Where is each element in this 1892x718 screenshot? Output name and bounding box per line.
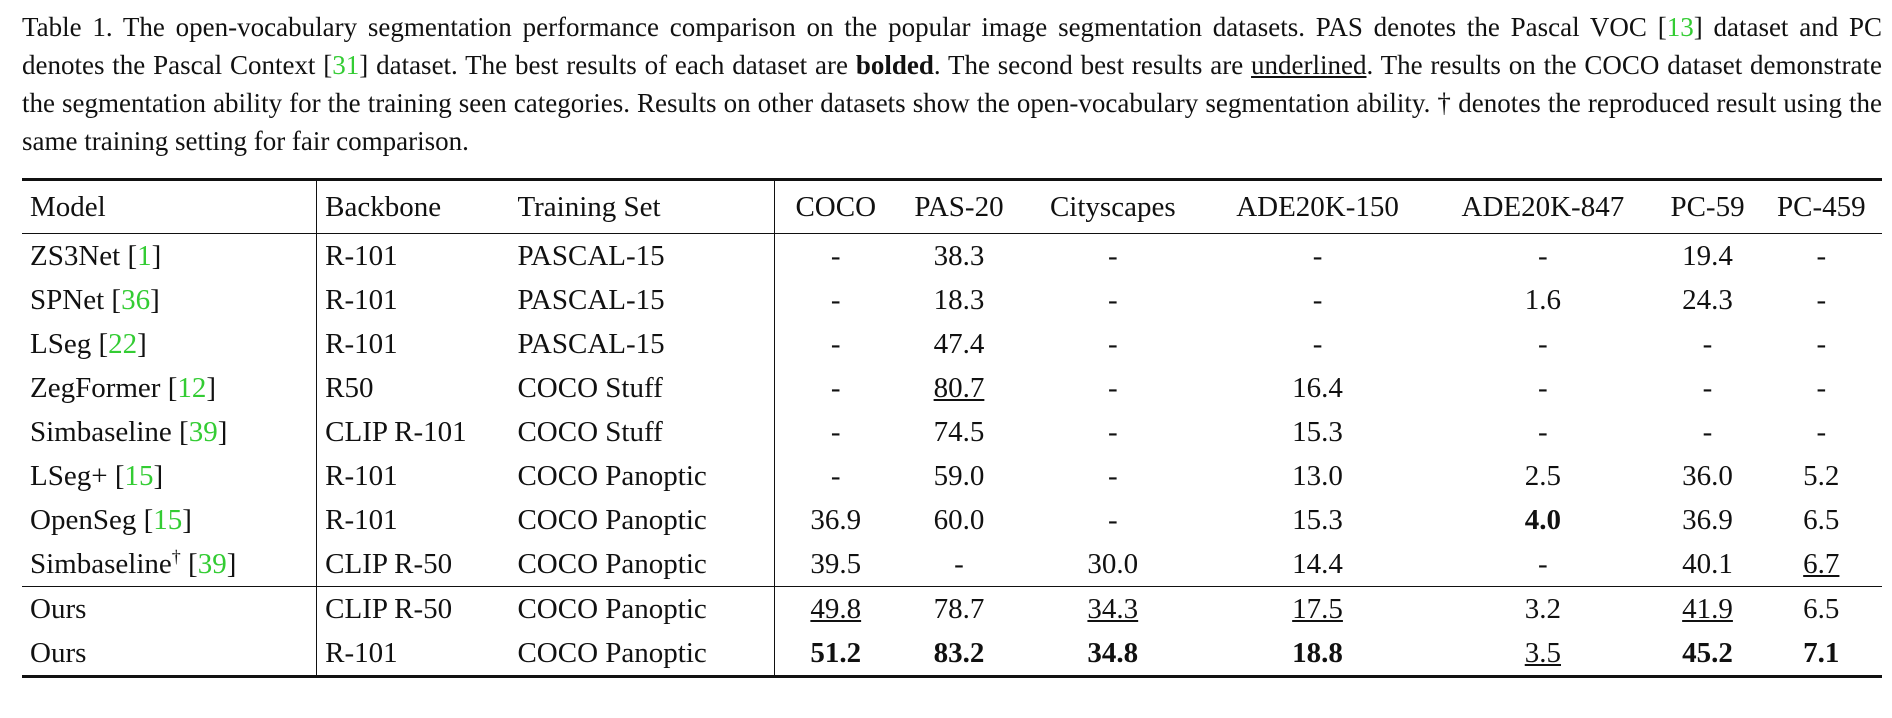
score-cell [1022, 234, 1204, 279]
table-row [22, 454, 1882, 498]
header-cell: ADE20K-150 [1236, 191, 1399, 223]
training-set-cell: COCO Panoptic [509, 454, 774, 498]
training-set-cell: COCO Stuff [509, 410, 774, 454]
score-cell [896, 278, 1022, 322]
score-value: 15.3 [1292, 504, 1343, 536]
caption-text: . The second best results are [933, 50, 1252, 80]
score-value: - [954, 548, 964, 580]
training-set-cell: COCO Panoptic [509, 498, 774, 542]
score-value: 78.7 [933, 593, 985, 625]
score-value: - [1107, 372, 1118, 404]
score-cell [1431, 498, 1654, 542]
score-value: 30.0 [1087, 548, 1139, 580]
model-name: OpenSeg [30, 504, 137, 536]
score-value: 3.5 [1524, 637, 1561, 669]
score-cell [1761, 322, 1882, 366]
table-row [22, 498, 1882, 542]
score-cell [1022, 366, 1204, 410]
score-value: - [1702, 328, 1713, 360]
header-cell: PC-59 [1670, 191, 1745, 223]
score-cell [896, 234, 1022, 279]
score-cell [1204, 454, 1431, 498]
backbone-cell: CLIP R-50 [325, 548, 453, 580]
score-value: - [830, 416, 841, 448]
score-cell [775, 366, 896, 410]
score-value: - [1538, 416, 1548, 448]
score-cell [1654, 454, 1760, 498]
model-name: ZS3Net [30, 240, 121, 272]
table-row [22, 278, 1882, 322]
score-value: 36.9 [810, 504, 862, 536]
score-value: 41.9 [1682, 593, 1733, 625]
score-cell [1431, 278, 1654, 322]
baseline-rows [22, 234, 1882, 587]
score-cell [1022, 631, 1204, 677]
score-value: 6.5 [1803, 593, 1840, 625]
table-caption [22, 8, 1882, 160]
score-value: 80.7 [933, 372, 985, 404]
score-cell [775, 454, 896, 498]
score-value: 59.0 [933, 460, 985, 492]
score-value: 1.6 [1524, 284, 1561, 316]
score-cell [1654, 587, 1760, 632]
model-name: ZegFormer [30, 372, 161, 404]
score-cell [1761, 542, 1882, 587]
model-name: Simbaseline [30, 416, 172, 448]
score-value: 6.5 [1803, 504, 1840, 536]
score-cell [1022, 542, 1204, 587]
score-value: 83.2 [933, 637, 985, 669]
score-value: 18.3 [933, 284, 985, 316]
score-value: - [1107, 284, 1118, 316]
ours-rows [22, 587, 1882, 677]
citation-link[interactable]: 1 [137, 240, 152, 272]
header-cell: Cityscapes [1049, 191, 1176, 223]
backbone-cell: R-101 [325, 504, 398, 536]
score-value: 40.1 [1682, 548, 1733, 580]
model-cell [22, 587, 317, 632]
table-row [22, 410, 1882, 454]
table-row [22, 631, 1882, 677]
score-cell [1204, 587, 1431, 632]
caption-text: . The results on the COCO dataset demonstrate the segmentation ability for the training seen categories. Results on other datasets show the open-vocabulary segmentation ability. † denotes the reproduced result using the same training setting for fair comparison. [22, 50, 1882, 156]
caption-bold-word: bolded [855, 50, 934, 80]
model-cell: ZegFormer [12] [22, 366, 317, 410]
score-cell [1022, 322, 1204, 366]
score-cell [896, 498, 1022, 542]
table-row [22, 587, 1882, 632]
citation-link[interactable]: 36 [121, 284, 151, 316]
score-cell [1204, 234, 1431, 279]
score-cell [775, 542, 896, 587]
header-cell: Model [22, 180, 317, 234]
score-cell [896, 631, 1022, 677]
score-value: 51.2 [810, 637, 862, 669]
score-cell [1204, 366, 1431, 410]
header-cell: Training Set [509, 180, 774, 234]
caption-underlined-word: underlined [1251, 50, 1367, 80]
model-name: Ours [30, 593, 87, 625]
score-cell [1761, 587, 1882, 632]
score-value: 4.0 [1524, 504, 1561, 536]
score-value: 13.0 [1292, 460, 1343, 492]
score-cell [1431, 366, 1654, 410]
backbone-cell: CLIP R-50 [325, 593, 453, 625]
caption-text: ] dataset. The best results of each dataset are [359, 50, 856, 80]
score-value: 34.8 [1087, 637, 1139, 669]
score-cell [1022, 454, 1204, 498]
model-cell: LSeg+ [15] [22, 454, 317, 498]
score-value: 19.4 [1682, 240, 1733, 272]
citation-link[interactable]: 22 [108, 328, 138, 360]
score-value: - [1107, 460, 1118, 492]
citation-link[interactable]: 39 [188, 416, 218, 448]
score-cell [1431, 542, 1654, 587]
score-value: 3.2 [1524, 593, 1561, 625]
score-value: - [1312, 284, 1323, 316]
score-value: 36.9 [1682, 504, 1733, 536]
score-value: - [830, 328, 841, 360]
backbone-cell: R50 [325, 372, 374, 404]
citation-link[interactable]: 15 [124, 460, 154, 492]
score-value: - [830, 372, 841, 404]
score-value: 6.7 [1803, 548, 1840, 580]
score-cell [1431, 410, 1654, 454]
model-name: LSeg [30, 328, 92, 360]
dagger-mark: † [171, 546, 181, 567]
header-cell: PAS-20 [914, 191, 1004, 223]
training-set-cell: COCO Panoptic [509, 631, 774, 677]
model-cell: Simbaseline [39] [22, 410, 317, 454]
score-cell [896, 542, 1022, 587]
score-cell [1204, 631, 1431, 677]
score-cell [1022, 410, 1204, 454]
citation-link[interactable]: 13 [1666, 12, 1694, 42]
score-value: 2.5 [1524, 460, 1561, 492]
score-cell [1654, 410, 1760, 454]
score-value: 60.0 [933, 504, 985, 536]
score-value: - [1312, 240, 1323, 272]
score-cell [1654, 234, 1760, 279]
model-name: Ours [30, 637, 87, 669]
score-cell [775, 587, 896, 632]
score-value: 49.8 [810, 593, 862, 625]
training-set-cell: PASCAL-15 [509, 322, 774, 366]
training-set-cell: PASCAL-15 [509, 278, 774, 322]
citation-link[interactable]: 15 [153, 504, 183, 536]
score-cell [1654, 631, 1760, 677]
score-value: - [1816, 416, 1827, 448]
score-cell [1431, 234, 1654, 279]
table-row [22, 322, 1882, 366]
score-cell [1654, 366, 1760, 410]
score-value: 14.4 [1292, 548, 1343, 580]
header-row [22, 180, 1882, 234]
score-cell [775, 234, 896, 279]
score-cell [1654, 542, 1760, 587]
caption-text: Table 1. The open-vocabulary segmentation performance comparison on the popular image segmentation datasets. PAS denotes the Pascal VOC [ [22, 12, 1667, 42]
score-value: - [1538, 240, 1548, 272]
backbone-cell: R-101 [325, 328, 398, 360]
score-cell [896, 410, 1022, 454]
score-value: - [1107, 328, 1118, 360]
training-set-cell: COCO Panoptic [509, 587, 774, 632]
score-value: 74.5 [933, 416, 985, 448]
score-cell [1761, 498, 1882, 542]
citation-link[interactable]: 39 [197, 548, 227, 580]
score-cell [1022, 498, 1204, 542]
score-cell [1204, 498, 1431, 542]
score-cell [775, 278, 896, 322]
score-cell [1431, 454, 1654, 498]
score-value: - [1702, 416, 1713, 448]
score-cell [1761, 631, 1882, 677]
backbone-cell: R-101 [325, 637, 398, 669]
header-cell: PC-459 [1776, 191, 1866, 223]
score-cell [1761, 366, 1882, 410]
score-cell [1431, 587, 1654, 632]
score-cell [1431, 631, 1654, 677]
score-cell [775, 631, 896, 677]
score-value: - [1538, 372, 1548, 404]
model-cell: ZS3Net [1] [22, 234, 317, 279]
score-value: - [1312, 328, 1323, 360]
score-value: 36.0 [1682, 460, 1733, 492]
results-table [22, 178, 1882, 678]
score-value: - [1107, 416, 1118, 448]
score-cell [1654, 278, 1760, 322]
score-value: - [1538, 548, 1548, 580]
score-cell [1204, 322, 1431, 366]
model-cell: SPNet [36] [22, 278, 317, 322]
score-cell [896, 322, 1022, 366]
score-value: - [1816, 284, 1827, 316]
model-cell: Simbaseline† [39] [22, 542, 317, 587]
citation-link[interactable]: 31 [332, 50, 360, 80]
score-cell [1204, 542, 1431, 587]
score-value: 24.3 [1682, 284, 1733, 316]
citation-link[interactable]: 12 [177, 372, 207, 404]
score-value: 39.5 [810, 548, 862, 580]
backbone-cell: R-101 [325, 460, 398, 492]
score-cell [1022, 278, 1204, 322]
model-cell [22, 631, 317, 677]
score-value: 15.3 [1292, 416, 1343, 448]
score-value: - [830, 284, 841, 316]
table-row [22, 366, 1882, 410]
score-value: - [1538, 328, 1548, 360]
score-value: 17.5 [1292, 593, 1343, 625]
score-cell [1761, 278, 1882, 322]
score-cell [896, 587, 1022, 632]
score-value: 34.3 [1087, 593, 1139, 625]
score-cell [1761, 410, 1882, 454]
score-cell [1204, 410, 1431, 454]
training-set-cell: COCO Stuff [509, 366, 774, 410]
score-cell [775, 410, 896, 454]
model-cell: OpenSeg [15] [22, 498, 317, 542]
model-name: Simbaseline [30, 548, 172, 580]
score-value: - [1816, 328, 1827, 360]
score-cell [896, 366, 1022, 410]
backbone-cell: R-101 [325, 284, 398, 316]
score-value: 18.8 [1292, 637, 1343, 669]
score-cell [1431, 322, 1654, 366]
score-value: - [1107, 240, 1118, 272]
header-cell: Backbone [325, 191, 442, 223]
score-value: 47.4 [933, 328, 985, 360]
score-value: - [1816, 240, 1827, 272]
table-row [22, 542, 1882, 587]
backbone-cell: CLIP R-101 [325, 416, 467, 448]
score-value: - [1816, 372, 1827, 404]
score-value: - [1107, 504, 1118, 536]
score-value: - [830, 240, 841, 272]
score-cell [896, 454, 1022, 498]
score-cell [775, 322, 896, 366]
training-set-cell: COCO Panoptic [509, 542, 774, 587]
score-cell [1022, 587, 1204, 632]
training-set-cell: PASCAL-15 [509, 234, 774, 279]
table-row [22, 234, 1882, 279]
caption-text: ] dataset and PC denotes the Pascal Context [ [22, 12, 1882, 80]
model-cell: LSeg [22] [22, 322, 317, 366]
score-cell [1654, 498, 1760, 542]
header-cell: ADE20K-847 [1461, 191, 1625, 223]
score-cell [1654, 322, 1760, 366]
score-cell [775, 498, 896, 542]
score-value: - [1702, 372, 1713, 404]
score-cell [1761, 454, 1882, 498]
score-value: - [830, 460, 841, 492]
score-value: 16.4 [1292, 372, 1343, 404]
model-name: LSeg+ [30, 460, 108, 492]
score-value: 5.2 [1803, 460, 1840, 492]
backbone-cell: R-101 [325, 240, 398, 272]
score-cell [1761, 234, 1882, 279]
score-value: 38.3 [933, 240, 985, 272]
score-value: 7.1 [1803, 637, 1840, 669]
score-value: 45.2 [1682, 637, 1733, 669]
header-cell: COCO [795, 191, 877, 223]
model-name: SPNet [30, 284, 105, 316]
score-cell [1204, 278, 1431, 322]
